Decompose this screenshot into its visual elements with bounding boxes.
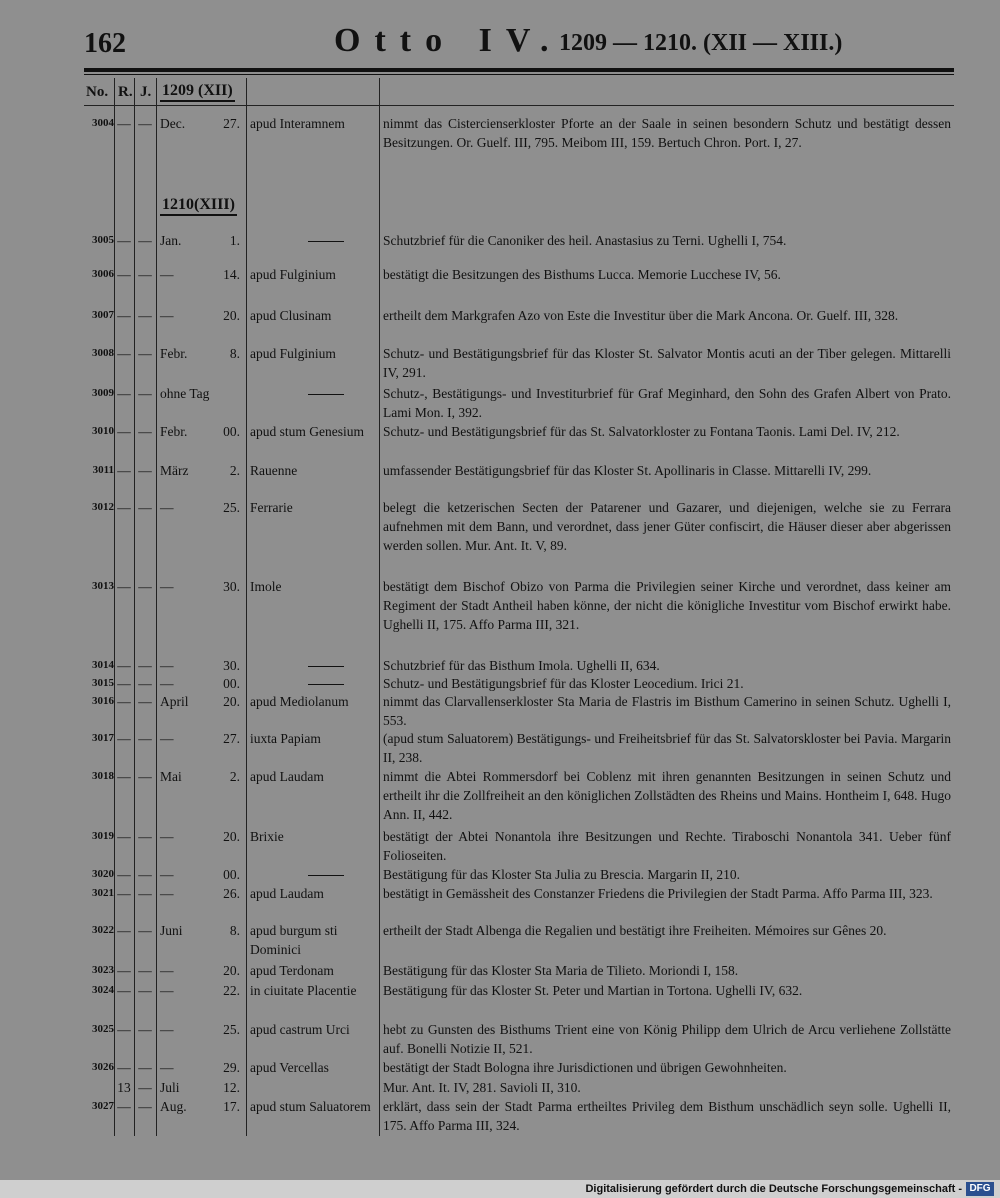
entry-r: — (117, 769, 131, 784)
entry-j: — (138, 886, 152, 901)
entry-place: apud Laudam (250, 769, 324, 784)
entry-content: Bestätigung für das Kloster Sta Maria de Tilieto. Moriondi I, 158. (383, 963, 739, 978)
entry-j: — (138, 579, 152, 594)
entry-place: apud stum Saluatorem (250, 1099, 371, 1114)
entry-r: — (117, 424, 131, 439)
entry-number: 3016 (92, 695, 114, 707)
entry-number: 3019 (92, 830, 114, 842)
place-dash (250, 656, 344, 675)
entry-number: 3020 (92, 868, 114, 880)
entry-day: 22. (223, 983, 240, 998)
header-rule-thick (84, 68, 954, 72)
entry-number: 3022 (92, 924, 114, 936)
entry-j: — (138, 116, 152, 131)
page-number: 162 (84, 28, 126, 59)
entry-r: — (117, 676, 131, 691)
entry-place: apud Clusinam (250, 308, 332, 323)
entry-r: — (117, 233, 131, 248)
entry-content: bestätigt die Besitzungen des Bisthums Lucca. Memorie Lucchese IV, 56. (383, 267, 781, 282)
entry-number: 3006 (92, 268, 114, 280)
entry-r: — (117, 1022, 131, 1037)
entry-content: ertheilt dem Markgrafen Azo von Este die Investitur über die Mark Ancona. Or. Guelf. III, 328. (383, 308, 899, 323)
entry-place: apud Terdonam (250, 963, 334, 978)
place-dash (250, 231, 344, 250)
entry-number: 3015 (92, 677, 114, 689)
entry-month: — (160, 500, 174, 515)
entry-r: — (117, 386, 131, 401)
entry-content: Schutz-, Bestätigungs- und Investiturbrief für Graf Meginhard, den Sohn des Grafen Albert von Prato. Lami Mon. I, 392. (383, 386, 951, 420)
entry-number: 3013 (92, 580, 114, 592)
entry-month: Febr. (160, 424, 188, 439)
entry-j: — (138, 867, 152, 882)
entry-day: 20. (223, 694, 240, 709)
entry-day: 8. (229, 346, 240, 361)
entry-month: Aug. (160, 1099, 187, 1114)
entry-r: — (117, 116, 131, 131)
entry-number: 3023 (92, 964, 114, 976)
entry-r: — (117, 346, 131, 361)
entry-place: apud castrum Urci (250, 1022, 350, 1037)
entry-j: — (138, 829, 152, 844)
entry-place: apud Vercellas (250, 1060, 329, 1075)
entry-content: Bestätigung für das Kloster Sta Julia zu Brescia. Margarin II, 210. (383, 867, 741, 882)
entry-j: — (138, 923, 152, 938)
column-header-no: No. (86, 84, 109, 100)
entry-number: 3008 (92, 347, 114, 359)
entry-j: — (138, 1080, 152, 1095)
entry-month: Febr. (160, 346, 188, 361)
entry-j: — (138, 386, 152, 401)
entry-j: — (138, 963, 152, 978)
entry-day: 17. (223, 1099, 240, 1114)
column-header-r: R. (118, 84, 133, 100)
entry-j: — (138, 983, 152, 998)
entry-content: (apud stum Saluatorem) Bestätigungs- und Freiheitsbrief für das St. Salvatorskloster bei Pavia. Margarin II, 238. (383, 731, 951, 765)
entry-month: — (160, 867, 174, 882)
entry-day: 12. (223, 1080, 240, 1095)
footer-credit: Digitalisierung gefördert durch die Deutsche Forschungsgemeinschaft - (585, 1183, 962, 1195)
entry-month: — (160, 267, 174, 282)
entry-place: Imole (250, 579, 282, 594)
header-rule-thin (84, 74, 954, 75)
entry-month: Dec. (160, 116, 186, 131)
entry-day: 1. (229, 233, 240, 248)
entry-r: — (117, 923, 131, 938)
entry-r: — (117, 463, 131, 478)
entry-j: — (138, 769, 152, 784)
entry-day: 20. (223, 963, 240, 978)
entry-place: apud Mediolanum (250, 694, 349, 709)
entry-j: — (138, 694, 152, 709)
entry-month: — (160, 731, 174, 746)
entry-month: ohne Tag (160, 386, 210, 401)
entry-place: apud stum Genesium (250, 424, 364, 439)
entry-month: — (160, 886, 174, 901)
entry-content: bestätigt der Stadt Bologna ihre Jurisdictionen und übrigen Gewohnheiten. (383, 1060, 787, 1075)
dfg-logo: DFG (966, 1182, 994, 1196)
entry-number: 3011 (92, 464, 114, 476)
entry-j: — (138, 731, 152, 746)
entry-number: 3010 (92, 425, 114, 437)
entry-number: 3018 (92, 770, 114, 782)
entry-content: erklärt, dass sein der Stadt Parma ertheiltes Privileg dem Bisthum unschädlich seyn solle. Ughelli II, 175. Affo Parma III, 324. (383, 1099, 951, 1133)
entry-r: — (117, 1099, 131, 1114)
entry-content: umfassender Bestätigungsbrief für das Kloster St. Apollinaris in Classe. Mittarelli IV, 299. (383, 463, 872, 478)
entry-r: — (117, 886, 131, 901)
entry-content: Mur. Ant. It. IV, 281. Savioli II, 310. (383, 1080, 581, 1095)
entry-j: — (138, 463, 152, 478)
entry-number: 3004 (92, 117, 114, 129)
entry-content: bestätigt dem Bischof Obizo von Parma die Privilegien seiner Kirche und verordnet, dass keiner am Regiment der Stadt Antheil haben könne, der nicht die königliche Investitur vom Bischof erwirkt habe. Ughelli II, 175. Affo Parma III, 321. (383, 579, 951, 632)
entry-content: Schutz- und Bestätigungsbrief für das Kloster Leocedium. Irici 21. (383, 676, 744, 691)
column-header-j: J. (140, 84, 152, 100)
entry-number: 3009 (92, 387, 114, 399)
place-dash (250, 384, 344, 403)
entry-r: — (117, 983, 131, 998)
entry-r: — (117, 829, 131, 844)
entry-day: 30. (223, 579, 240, 594)
entry-content: hebt zu Gunsten des Bisthums Trient eine von König Philipp dem Ulrich de Arcu verliehene Zollstätte auf. Bonelli Notizie II, 521. (383, 1022, 951, 1056)
entry-month: Juli (160, 1080, 180, 1095)
entry-day: 8. (229, 923, 240, 938)
entry-j: — (138, 1022, 152, 1037)
entry-day: 2. (229, 769, 240, 784)
entry-place: apud Fulginium (250, 346, 336, 361)
entry-place: in ciuitate Placentie (250, 983, 357, 998)
entry-r: — (117, 267, 131, 282)
entry-content: Schutzbrief für das Bisthum Imola. Ughelli II, 634. (383, 658, 660, 673)
entry-month: — (160, 1022, 174, 1037)
column-divider (379, 78, 380, 1136)
entry-number: 3014 (92, 659, 114, 671)
column-divider (156, 78, 157, 1136)
column-divider (246, 78, 247, 1136)
entry-r: — (117, 308, 131, 323)
entry-r: — (117, 694, 131, 709)
entry-day: 20. (223, 308, 240, 323)
page-title: Otto IV. (334, 22, 563, 59)
entry-month: April (160, 694, 189, 709)
entry-day: 14. (223, 267, 240, 282)
entry-r: 13 (117, 1080, 131, 1095)
entry-month: März (160, 463, 189, 478)
entry-number: 3005 (92, 234, 114, 246)
entry-place: apud Interamnem (250, 116, 345, 131)
entry-place: Ferrarie (250, 500, 293, 515)
entry-day: 20. (223, 829, 240, 844)
entry-number: 3012 (92, 501, 114, 513)
entry-content: ertheilt der Stadt Albenga die Regalien und bestätigt ihre Freiheiten. Mémoires sur Gênes 20. (383, 923, 887, 938)
place-dash (250, 674, 344, 693)
entry-day: 00. (223, 867, 240, 882)
entry-content: nimmt die Abtei Rommersdorf bei Coblenz mit ihren genannten Besitzungen in seinen Schutz und ertheilt ihr die Zollfreiheit an den königlichen Zollstädten des Rheins und Mains. Hontheim I, 648. Hugo Ann. II, 442. (383, 769, 951, 822)
entry-number: 3027 (92, 1100, 114, 1112)
entry-day: 27. (223, 116, 240, 131)
year-heading-1210: 1210(XIII) (160, 196, 237, 216)
entry-r: — (117, 579, 131, 594)
entry-number: 3021 (92, 887, 114, 899)
entry-content: nimmt das Clarvallenserkloster Sta Maria de Flastris im Bisthum Camerino in seinen Schutz. Ughelli I, 553. (383, 694, 951, 728)
entry-day: 27. (223, 731, 240, 746)
entry-place: apud Laudam (250, 886, 324, 901)
entry-month: — (160, 676, 174, 691)
entry-place: Brixie (250, 829, 284, 844)
entry-r: — (117, 658, 131, 673)
entry-month: Jan. (160, 233, 182, 248)
entry-month: — (160, 983, 174, 998)
entry-content: bestätigt in Gemässheit des Constanzer Friedens die Privilegien der Stadt Parma. Affo Parma III, 323. (383, 886, 933, 901)
entry-content: Schutz- und Bestätigungsbrief für das Kloster St. Salvator Montis acuti an der Tiber gelegen. Mittarelli IV, 291. (383, 346, 951, 380)
entry-content: belegt die ketzerischen Secten der Patarener und Gazarer, und diejenigen, welche sie zu Ferrara aufnehmen mit dem Bann, und verordnet, dass jener Güter confiscirt, die Häuser dieser aber abgerissen werden sollen. Mur. Ant. It. V, 89. (383, 500, 951, 553)
entry-j: — (138, 676, 152, 691)
entry-r: — (117, 500, 131, 515)
place-dash (250, 865, 344, 884)
entry-j: — (138, 658, 152, 673)
entry-month: Juni (160, 923, 183, 938)
entry-r: — (117, 731, 131, 746)
entry-day: 30. (223, 658, 240, 673)
entry-j: — (138, 500, 152, 515)
entry-place: Rauenne (250, 463, 298, 478)
entry-day: 00. (223, 676, 240, 691)
entry-day: 25. (223, 1022, 240, 1037)
entry-month: Mai (160, 769, 182, 784)
entry-day: 25. (223, 500, 240, 515)
entry-number: 3025 (92, 1023, 114, 1035)
entry-number: 3007 (92, 309, 114, 321)
entry-j: — (138, 233, 152, 248)
entry-r: — (117, 867, 131, 882)
entry-j: — (138, 308, 152, 323)
year-heading-1209: 1209 (XII) (160, 82, 235, 102)
entry-month: — (160, 1060, 174, 1075)
entry-place: iuxta Papiam (250, 731, 321, 746)
entry-content: Schutz- und Bestätigungsbrief für das St. Salvatorkloster zu Fontana Taonis. Lami Del. IV, 212. (383, 424, 900, 439)
entry-month: — (160, 308, 174, 323)
footer-bar (0, 1180, 1000, 1198)
entry-day: 00. (223, 424, 240, 439)
column-header-rule (84, 105, 954, 106)
entry-r: — (117, 1060, 131, 1075)
entry-content: Bestätigung für das Kloster St. Peter und Martian in Tortona. Ughelli IV, 632. (383, 983, 803, 998)
entry-number: 3024 (92, 984, 114, 996)
entry-day: 2. (229, 463, 240, 478)
entry-content: nimmt das Cistercienserkloster Pforte an der Saale in seinen besondern Schutz und bestätigt dessen Besitzungen. Or. Guelf. III, 795. Meibom III, 159. Bertuch Chron. Port. I, 27. (383, 116, 951, 150)
entry-number: 3026 (92, 1061, 114, 1073)
entry-number: 3017 (92, 732, 114, 744)
header-years: 1209 — 1210. (XII — XIII.) (559, 30, 843, 56)
entry-j: — (138, 1060, 152, 1075)
entry-j: — (138, 424, 152, 439)
entry-j: — (138, 346, 152, 361)
entry-content: bestätigt der Abtei Nonantola ihre Besitzungen und Rechte. Tiraboschi Nonantola 341. Ueber fünf Folioseiten. (383, 829, 951, 863)
page-header (84, 22, 964, 66)
entry-j: — (138, 267, 152, 282)
entry-month: — (160, 829, 174, 844)
entry-day: 29. (223, 1060, 240, 1075)
entry-place: apud burgum sti Dominici (250, 923, 338, 957)
entry-j: — (138, 1099, 152, 1114)
entry-month: — (160, 658, 174, 673)
entry-day: 26. (223, 886, 240, 901)
entry-content: Schutzbrief für die Canoniker des heil. Anastasius zu Terni. Ughelli I, 754. (383, 233, 787, 248)
entry-month: — (160, 579, 174, 594)
entry-month: — (160, 963, 174, 978)
entry-r: — (117, 963, 131, 978)
entry-place: apud Fulginium (250, 267, 336, 282)
